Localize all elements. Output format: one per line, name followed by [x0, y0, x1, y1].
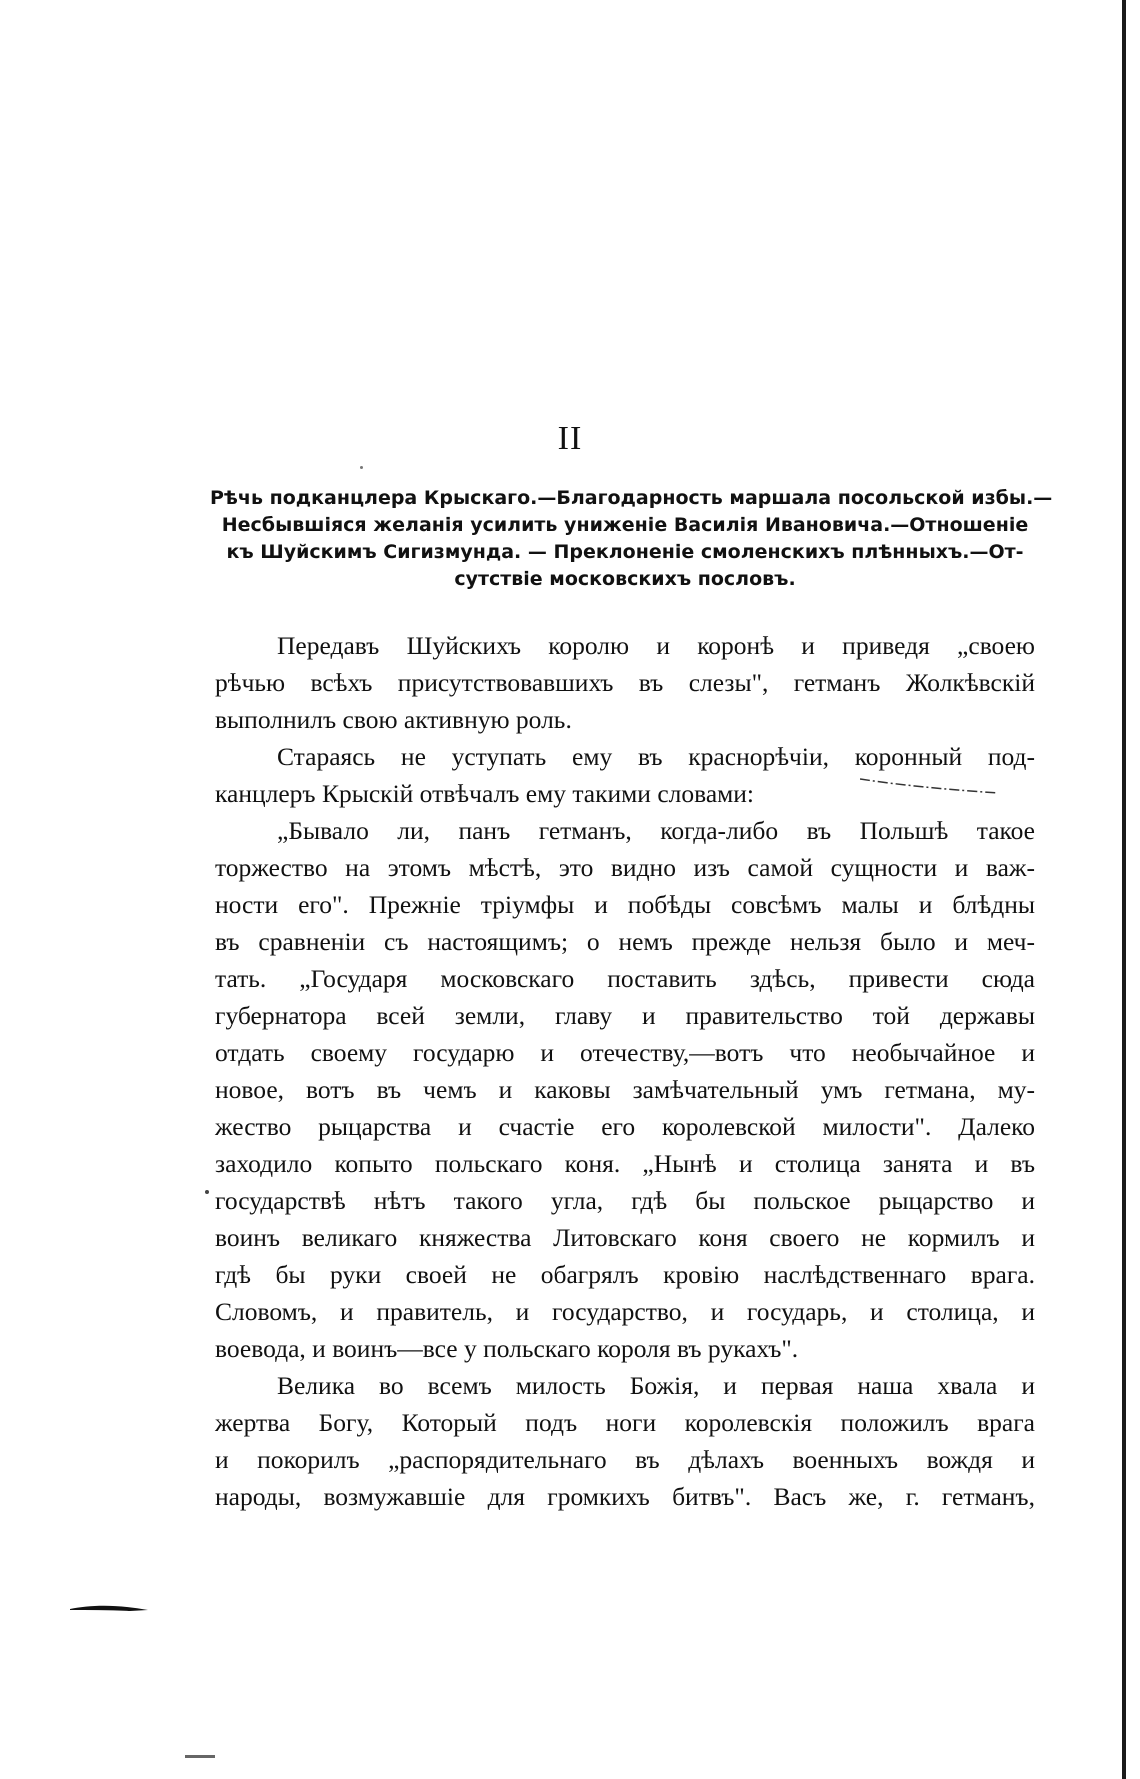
page-edge-shadow — [1122, 0, 1126, 1779]
chapter-number: II — [557, 420, 583, 457]
body-line: новое, вотъ въ чемъ и каковы замѣчательный умъ гетмана, му- — [215, 1075, 1035, 1104]
chapter-summary — [210, 485, 1053, 593]
body-line: заходило копыто польскаго коня. „Нынѣ и столица занята и въ — [215, 1149, 1035, 1178]
body-line: ности его". Прежніе тріумфы и побѣды совсѣмъ малы и блѣдны — [215, 890, 1035, 919]
body-line: народы, возмужавшіе для громкихъ битвъ". Васъ же, г. гетманъ, — [215, 1482, 1035, 1511]
body-line: и покорилъ „распорядительнаго въ дѣлахъ военныхъ вождя и — [215, 1445, 1035, 1474]
summary-line: Несбывшіяся желанія усилить униженіе Василія Ивановича.—Отношеніе — [221, 514, 1029, 536]
body-line: рѣчью всѣхъ присутствовавшихъ въ слезы", гетманъ Жолкѣвскій — [215, 668, 1035, 697]
summary-line: сутствіе московскихъ пословъ. — [454, 568, 796, 590]
body-line: жертва Богу, Который подъ ноги королевскія положилъ врага — [215, 1408, 1035, 1437]
body-line: торжество на этомъ мѣстѣ, это видно изъ самой сущности и важ- — [215, 853, 1035, 882]
body-line: выполнилъ свою активную роль. — [215, 705, 572, 734]
pencil-mark — [860, 775, 1000, 805]
body-line: воевода, и воинъ—все у польскаго короля въ рукахъ". — [215, 1334, 799, 1363]
body-line: отдать своему государю и отечеству,—вотъ что необычайное и — [215, 1038, 1035, 1067]
body-line: въ сравненіи съ настоящимъ; о немъ прежде нельзя было и меч- — [215, 927, 1035, 956]
body-line: канцлеръ Крыскій отвѣчалъ ему такими словами: — [215, 779, 754, 808]
body-line: Велика во всемъ милость Божія, и первая наша хвала и — [277, 1371, 1035, 1400]
body-line: Словомъ, и правитель, и государство, и государь, и столица, и — [215, 1297, 1035, 1326]
body-line: Стараясь не уступать ему въ краснорѣчіи, коронный под- — [277, 742, 1035, 771]
ink-smudge — [70, 1600, 150, 1614]
body-line: государствѣ нѣтъ такого угла, гдѣ бы польское рыцарство и — [215, 1186, 1035, 1215]
body-line: „Бывало ли, панъ гетманъ, когда-либо въ Польшѣ такое — [277, 816, 1035, 845]
summary-line: къ Шуйскимъ Сигизмунда. — Преклоненіе смоленскихъ плѣнныхъ.—От- — [226, 541, 1024, 563]
body-line: жество рыцарства и счастіе его королевской милости". Далеко — [215, 1112, 1035, 1141]
body-line: губернатора всей земли, главу и правительство той державы — [215, 1001, 1035, 1030]
body-line: тать. „Государя московскаго поставить здѣсь, привести сюда — [215, 964, 1035, 993]
body-line: Передавъ Шуйскихъ королю и коронѣ и приведя „своею — [277, 631, 1035, 660]
summary-line: Рѣчь подканцлера Крыскаго.—Благодарность маршала посольской избы.— — [210, 487, 1053, 509]
scan-mark — [185, 1755, 215, 1758]
margin-dot — [205, 1190, 209, 1194]
body-text — [215, 627, 1035, 1515]
body-line: гдѣ бы руки своей не обагрялъ кровію наслѣдственнаго врага. — [215, 1260, 1035, 1289]
body-line: воинъ великаго княжества Литовскаго коня своего не кормилъ и — [215, 1223, 1035, 1252]
scan-speck — [360, 466, 363, 469]
